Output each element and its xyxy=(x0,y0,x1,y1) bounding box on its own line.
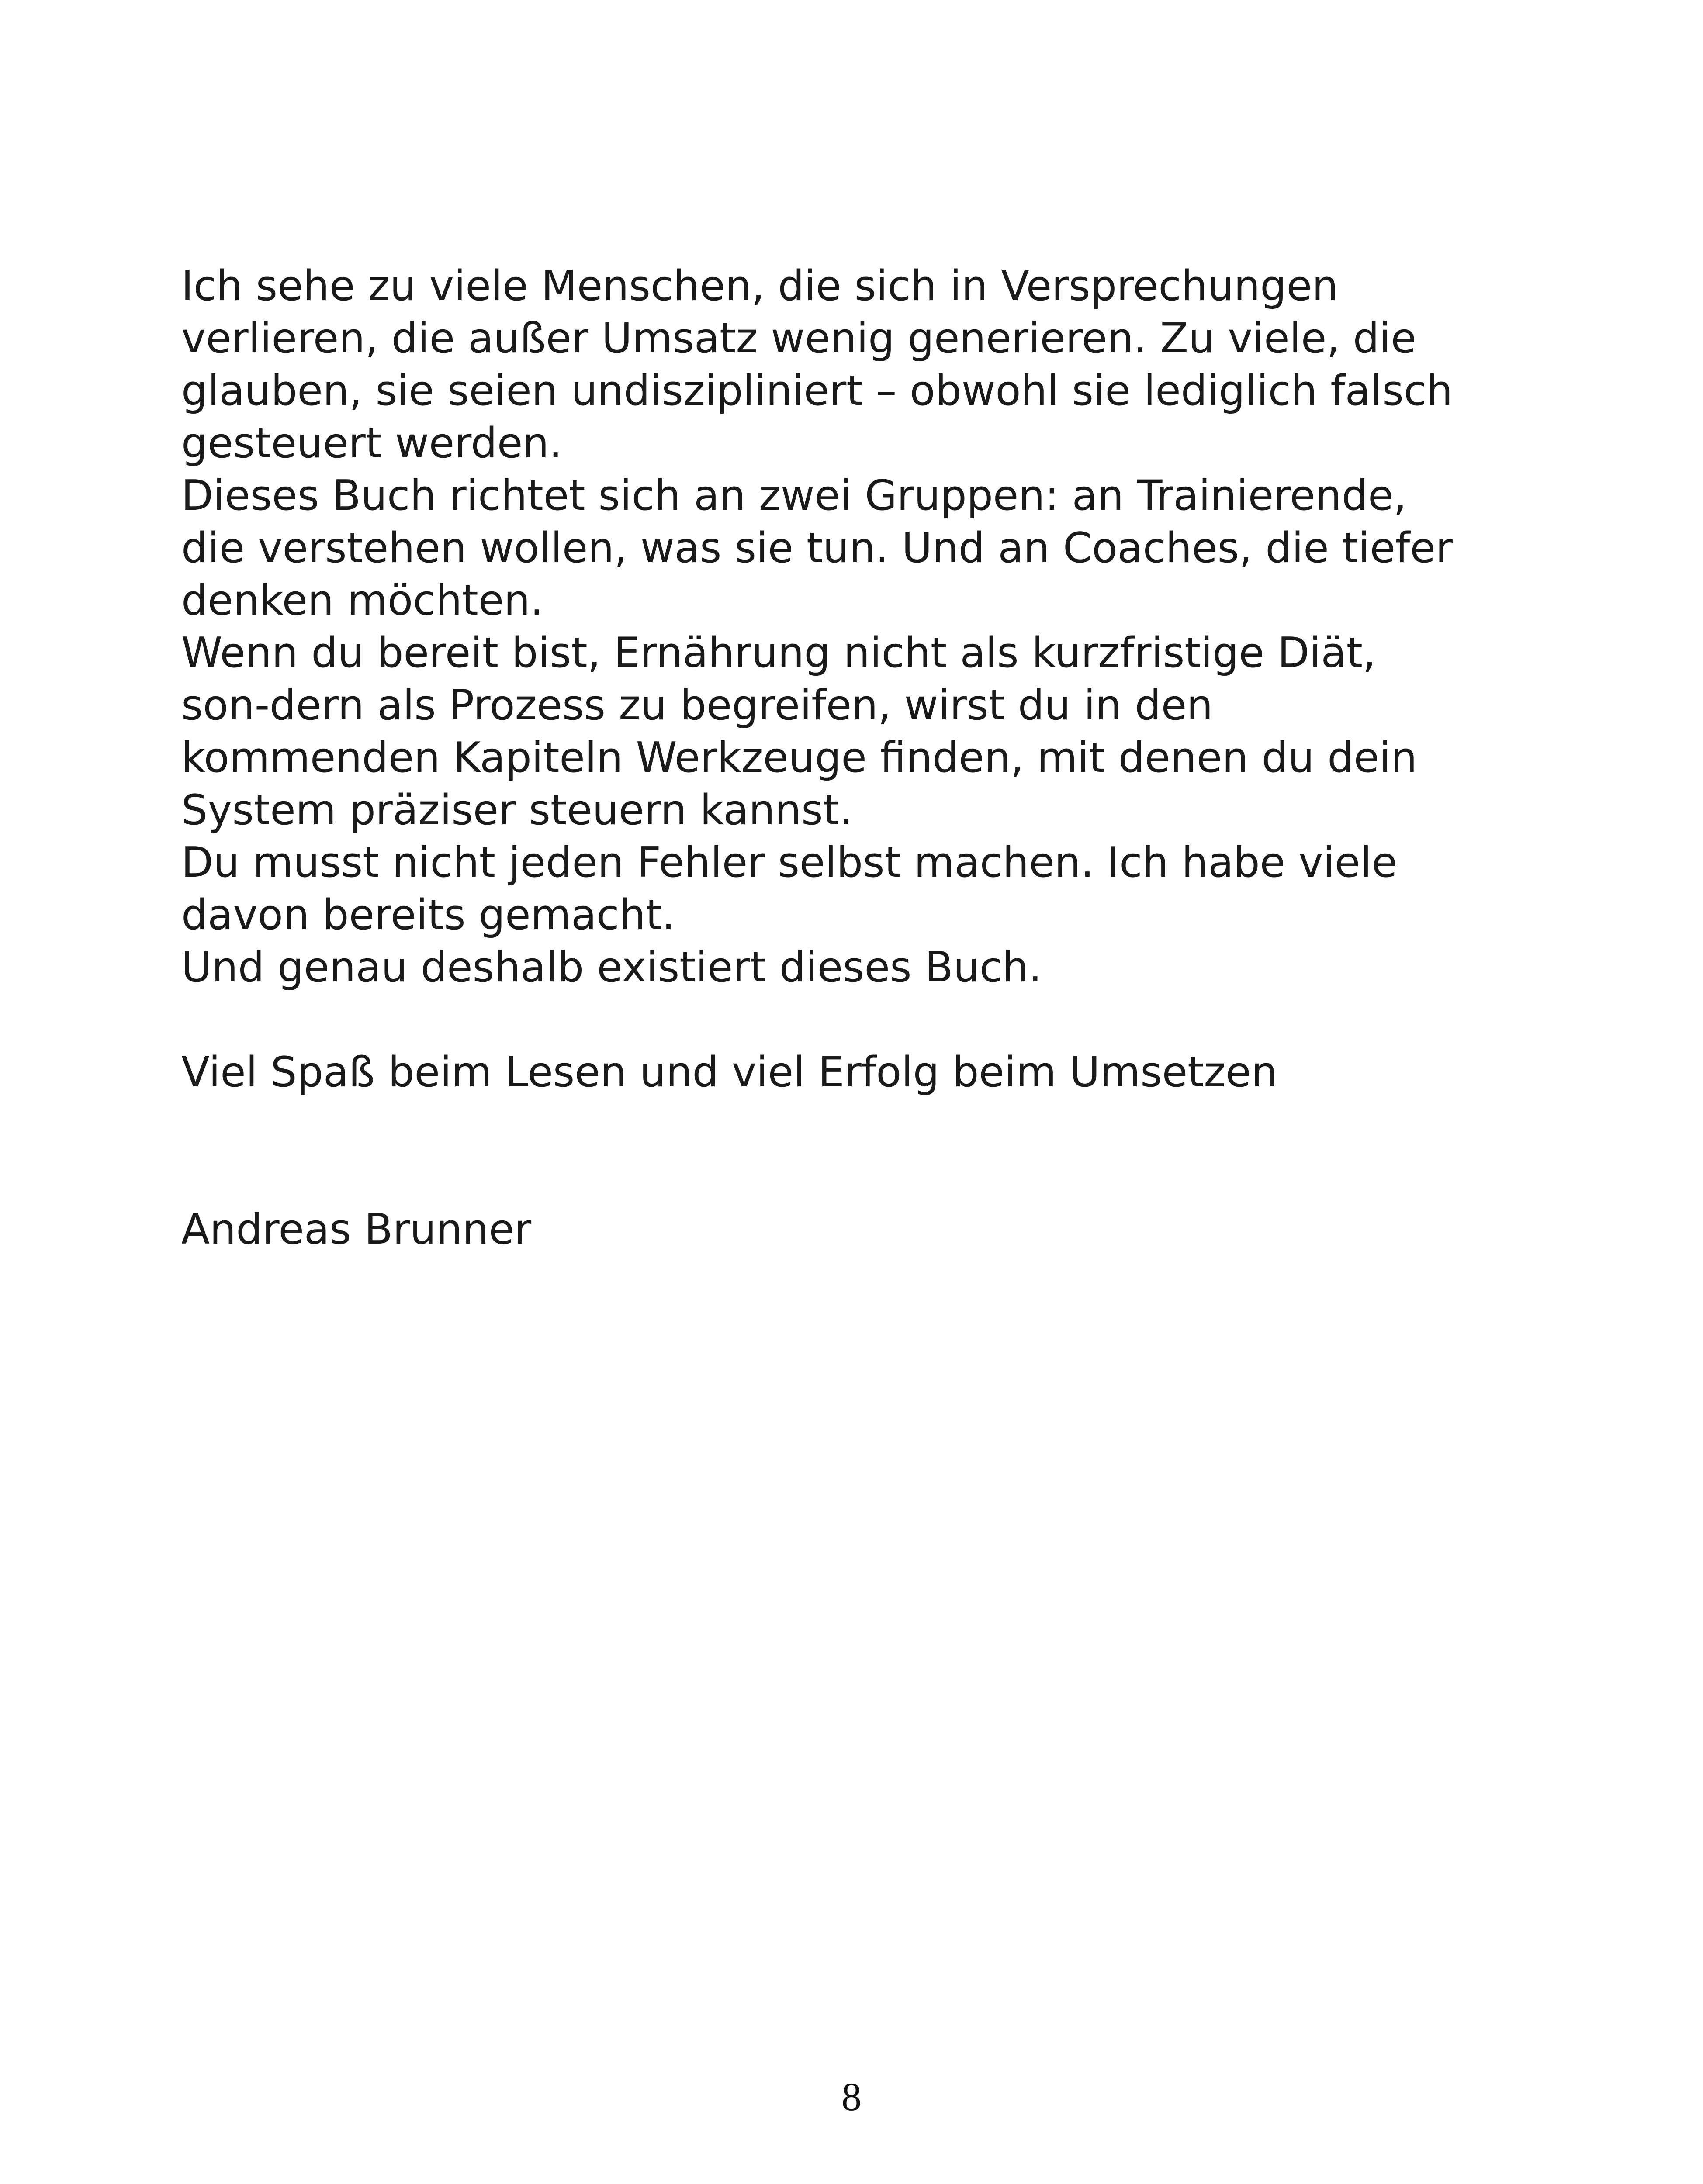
closing-line: Viel Spaß beim Lesen und viel Erfolg beim Umsetzen xyxy=(181,1048,1277,1096)
text-line: verlieren, die außer Umsatz wenig generieren. Zu viele, die xyxy=(181,314,1416,363)
text-line: kommenden Kapiteln Werkzeuge finden, mit denen du dein xyxy=(181,734,1417,782)
text-line: die verstehen wollen, was sie tun. Und an Coaches, die tiefer xyxy=(181,524,1453,572)
text-line: Dieses Buch richtet sich an zwei Gruppen: an Trainierende, xyxy=(181,472,1407,520)
author-signature: Andreas Brunner xyxy=(181,1206,532,1254)
text-line: Ich sehe zu viele Menschen, die sich in Versprechungen xyxy=(181,262,1339,310)
body-text xyxy=(181,260,1536,1099)
text-line: System präziser steuern kannst. xyxy=(181,786,853,834)
text-line: son-dern als Prozess zu begreifen, wirst du in den xyxy=(181,681,1213,729)
text-line: davon bereits gemacht. xyxy=(181,891,675,939)
text-line: denken möchten. xyxy=(181,577,543,625)
text-line: Wenn du bereit bist, Ernährung nicht als kurzfristige Diät, xyxy=(181,629,1376,677)
page-number: 8 xyxy=(841,2074,862,2119)
blank-line xyxy=(181,994,1536,1046)
text-line: glauben, sie seien undiszipliniert – obwohl sie lediglich falsch xyxy=(181,367,1453,415)
text-line: gesteuert werden. xyxy=(181,419,562,467)
text-line: Und genau deshalb existiert dieses Buch. xyxy=(181,943,1042,992)
text-line: Du musst nicht jeden Fehler selbst machen. Ich habe viele xyxy=(181,839,1398,887)
